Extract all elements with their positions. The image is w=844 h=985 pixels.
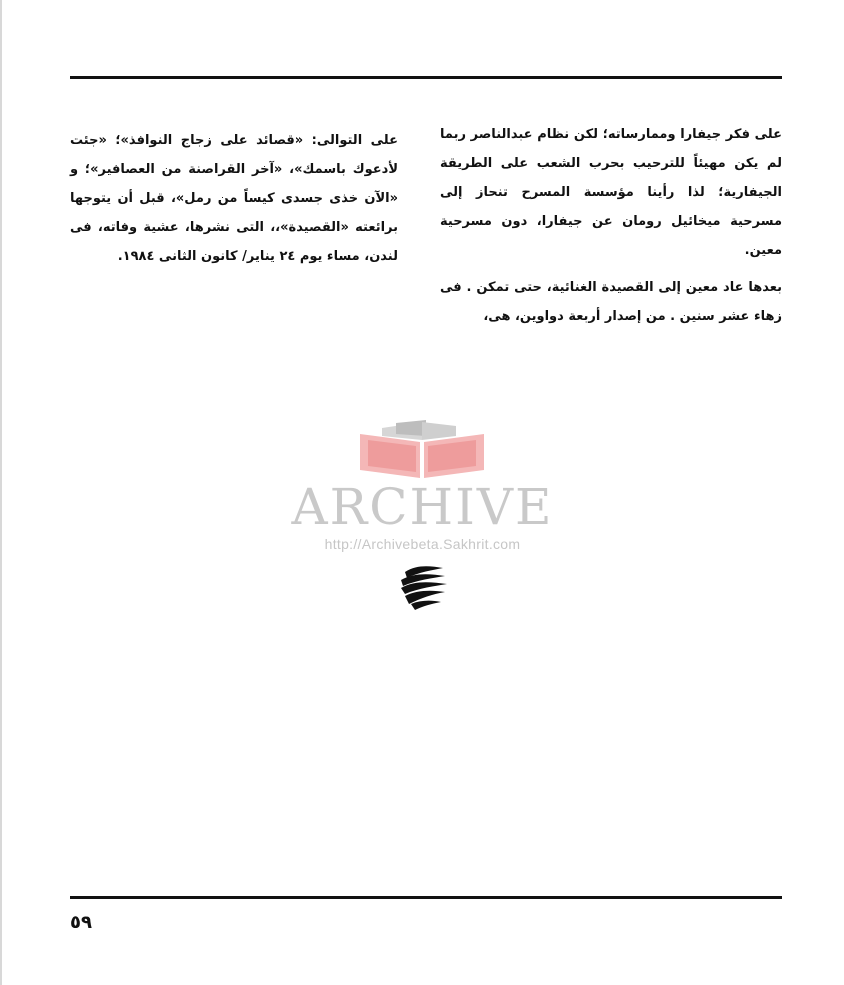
watermark-title: ARCHIVE xyxy=(291,478,554,536)
text-column-right xyxy=(440,120,782,331)
page-left-border xyxy=(0,0,2,985)
paragraph: على التوالى: «قصائد على زجاج النوافذ»؛ «جئت لأدعوك باسمك»، «آخر القراصنة من العصافير»؛ و «الآن خذى جسدى كيساً من رمل»، قبل أن يتوجها برائعته «القصيدة»،، التى نشرها، عشية وفاته، فى لندن، مساء يوم ٢٤ يناير/ كانون الثانى ١٩٨٤. xyxy=(70,133,398,264)
stylized-wave-logo xyxy=(397,562,449,612)
page-number: ٥٩ xyxy=(70,912,92,933)
archive-watermark xyxy=(290,420,555,620)
paragraph: بعدها عاد معين إلى القصيدة الغنائية، حتى تمكن . فى زهاء عشر سنين . من إصدار أربعة دواوين، هى، xyxy=(440,280,782,324)
top-rule xyxy=(70,76,782,79)
paragraph: على فكر جيفارا وممارساته؛ لكن نظام عبدالناصر ربما لم يكن مهيئاً للترحيب بحرب الشعب على الطريقة الجيفارية؛ لذا رأينا مؤسسة المسرح تنحاز إلى مسرحية ميخائيل رومان عن جيفارا، دون مسرحية معين. xyxy=(440,127,782,258)
bottom-rule xyxy=(70,896,782,899)
watermark-url: http://Archivebeta.Sakhrit.com xyxy=(324,536,521,552)
book-icon xyxy=(352,420,492,480)
text-column-left xyxy=(70,126,398,271)
